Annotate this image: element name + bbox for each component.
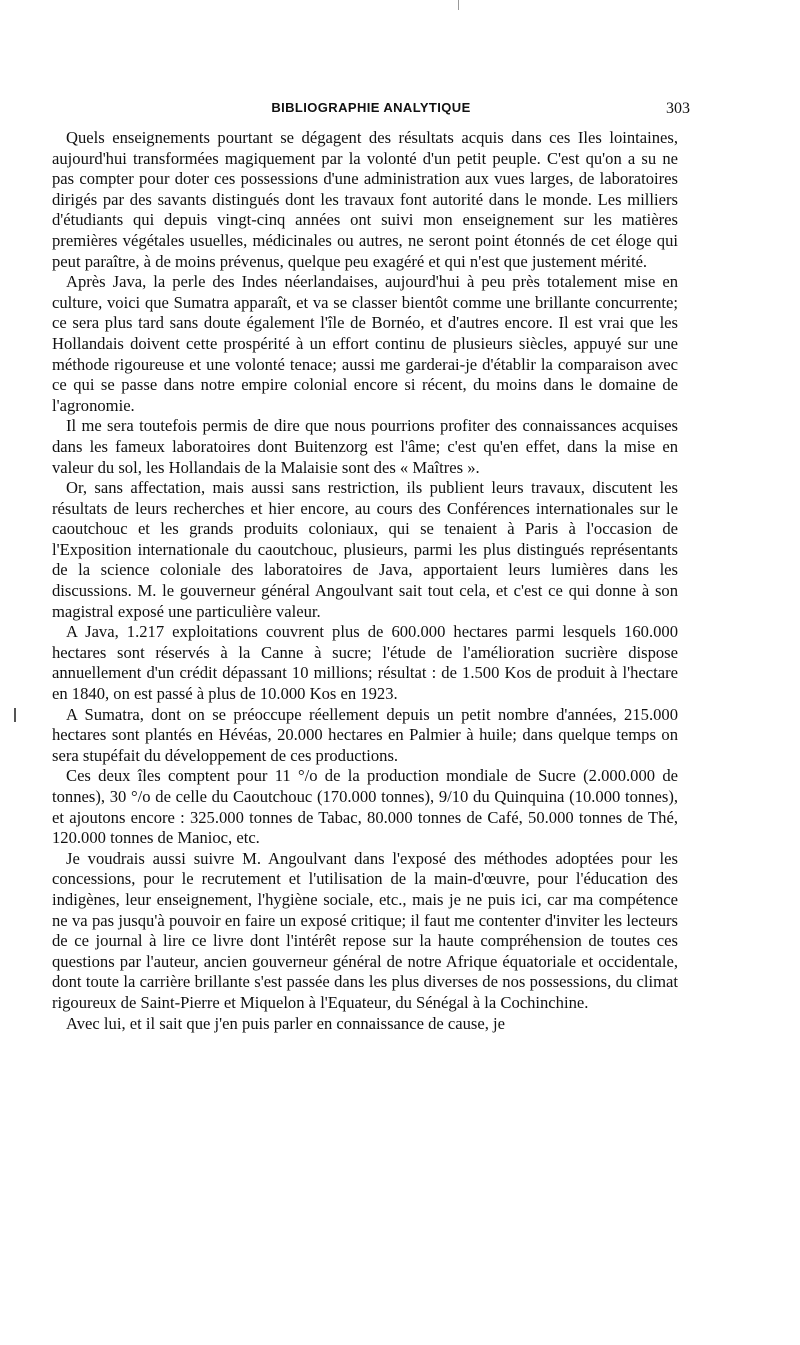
paragraph: Après Java, la perle des Indes néerlandaises, aujourd'hui à peu près totalement mise en culture, voici que Sumatra apparaît, et va se classer bientôt comme une brillante concurrente; ce sera plus tard sans doute également l'île de Bornéo, et d'autres encore. Il est vrai que les Hollandais doivent cette prospérité à un effort continu de plusieurs siècles, appuyé sur une méthode rigoureuse et une volonté tenace; aussi me garderai-je d'établir la comparaison avec ce qui se passe dans notre empire colonial encore si récent, du moins dans le domaine de l'agronomie. bbox=[52, 272, 678, 415]
page-header bbox=[52, 100, 690, 124]
page-number: 303 bbox=[666, 100, 690, 117]
running-head: BIBLIOGRAPHIE ANALYTIQUE bbox=[271, 100, 471, 115]
scan-mark bbox=[458, 0, 459, 10]
margin-mark bbox=[14, 708, 16, 722]
body-text bbox=[52, 128, 678, 1034]
paragraph: Quels enseignements pourtant se dégagent des résultats acquis dans ces Iles lointaines, aujourd'hui transformées magiquement par la volonté d'un petit peuple. C'est qu'on a su ne pas compter pour doter ces possessions d'une administration aux vues larges, de laboratoires dirigés par des savants distingués dont les travaux font autorité dans le monde. Les milliers d'étudiants qui depuis vingt-cinq années ont suivi mon enseignement sur les matières premières végétales usuelles, médicinales ou autres, ne seront point étonnés de cet éloge qui peut paraître, à de moins prévenus, quelque peu exagéré et qui n'est que justement mérité. bbox=[52, 128, 678, 271]
paragraph: A Java, 1.217 exploitations couvrent plus de 600.000 hectares parmi lesquels 160.000 hectares sont réservés à la Canne à sucre; l'étude de l'amélioration sucrière dispose annuellement d'un crédit dépassant 10 millions; résultat : de 1.500 Kos de produit à l'hectare en 1840, on est passé à plus de 10.000 Kos en 1923. bbox=[52, 622, 678, 704]
paragraph: Je voudrais aussi suivre M. Angoulvant dans l'exposé des méthodes adoptées pour les concessions, pour le recrutement et l'utilisation de la main-d'œuvre, pour l'éducation des indigènes, leur enseignement, l'hygiène sociale, etc., mais je ne puis ici, car ma compétence ne va pas jusqu'à pouvoir en faire un exposé critique; il faut me contenter d'inviter les lecteurs de ce journal à lire ce livre dont l'intérêt repose sur la haute compréhension de toutes ces questions par l'auteur, ancien gouverneur général de notre Afrique équatoriale et occidentale, dont toute la carrière brillante s'est passée dans les plus diverses de nos possessions, du climat rigoureux de Saint-Pierre et Miquelon à l'Equateur, du Sénégal à la Cochinchine. bbox=[52, 848, 678, 1012]
paragraph: Ces deux îles comptent pour 11 °/o de la production mondiale de Sucre (2.000.000 de tonnes), 30 °/o de celle du Caoutchouc (170.000 tonnes), 9/10 du Quinquina (10.000 tonnes), et ajoutons encore : 325.000 tonnes de Tabac, 80.000 tonnes de Café, 50.000 tonnes de Thé, 120.000 tonnes de Manioc, etc. bbox=[52, 766, 678, 848]
paragraph: Il me sera toutefois permis de dire que nous pourrions profiter des connaissances acquises dans les fameux laboratoires dont Buitenzorg est l'âme; c'est qu'en effet, dans la mise en valeur du sol, les Hollandais de la Malaisie sont des « Maîtres ». bbox=[52, 416, 678, 477]
paragraph: A Sumatra, dont on se préoccupe réellement depuis un petit nombre d'années, 215.000 hectares sont plantés en Hévéas, 20.000 hectares en Palmier à huile; dans quelque temps on sera stupéfait du développement de ces productions. bbox=[52, 704, 678, 765]
paragraph: Or, sans affectation, mais aussi sans restriction, ils publient leurs travaux, discutent les résultats de leurs recherches et hier encore, au cours des Conférences internationales sur le caoutchouc et les grands produits coloniaux, qui se tenaient à Paris à l'occasion de l'Exposition internationale du caoutchouc, plusieurs, parmi les plus distingués représentants de la science coloniale des laboratoires de Java, apportaient leurs lumières dans les discussions. M. le gouverneur général Angoulvant sait tout cela, et c'est ce qui donne à son magistral exposé une particulière valeur. bbox=[52, 478, 678, 621]
paragraph: Avec lui, et il sait que j'en puis parler en connaissance de cause, je bbox=[66, 1013, 506, 1033]
